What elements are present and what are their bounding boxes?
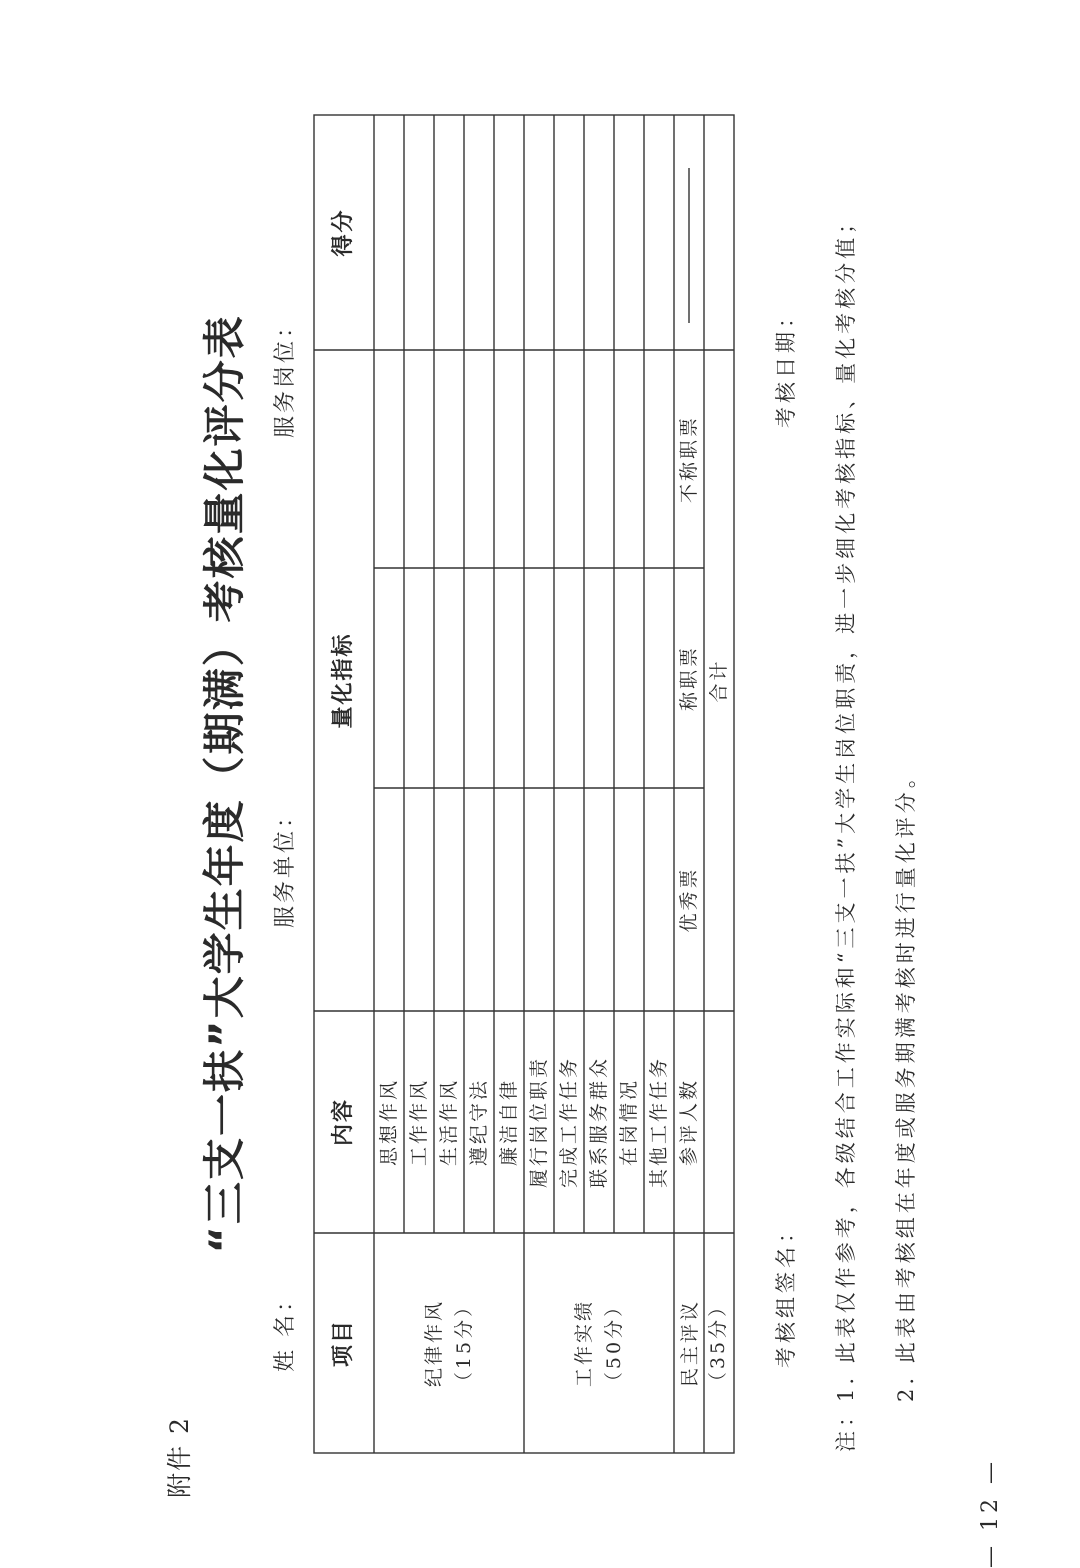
service-post-label: 服务岗位：	[273, 312, 298, 438]
header-indicator: 量化指标	[331, 632, 356, 729]
content-cell: 履行岗位职责	[528, 1056, 550, 1189]
content-cell: 遵纪守法	[468, 1078, 490, 1167]
page-title: “三支一扶”大学生年度（期满）考核量化评分表	[200, 314, 249, 1254]
content-cell: 廉洁自律	[498, 1078, 520, 1167]
content-cell: 在岗情况	[618, 1078, 640, 1167]
assessment-date-label: 考核日期：	[774, 303, 798, 428]
page-number: — 12 —	[978, 1458, 1003, 1568]
signature-label: 考核组签名：	[774, 1218, 798, 1368]
note-1: 注：1. 此表仅作参考，各级结合工作实际和“三支一扶”大学生岗位职责，进一步细化考核指标、量化考核分值；	[834, 208, 858, 1452]
attachment-label: 附件 2	[165, 1416, 194, 1498]
group-points: （15分）	[453, 1294, 475, 1392]
total-label: 合计	[708, 658, 730, 703]
vote-competent: 称职票	[678, 645, 700, 712]
content-cell: 参评人数	[678, 1078, 700, 1167]
group-label: 工作实绩	[573, 1299, 595, 1388]
group-performance	[524, 1233, 674, 1453]
group-discipline	[374, 1233, 524, 1453]
group-label: 民主评议	[679, 1299, 701, 1388]
name-label: 姓 名：	[273, 1287, 298, 1372]
content-cell: 工作作风	[408, 1078, 430, 1167]
service-unit-label: 服务单位：	[273, 802, 298, 928]
note-2: 2. 此表由考核组在年度或服务期满考核时进行量化评分。	[894, 763, 918, 1402]
vote-excellent: 优秀票	[678, 866, 700, 933]
content-cell: 生活作风	[438, 1078, 460, 1167]
header-item: 项目	[331, 1319, 356, 1368]
content-cell: 联系服务群众	[588, 1056, 610, 1189]
content-cell: 思想作风	[378, 1078, 400, 1167]
content-cell: 其他工作任务	[648, 1056, 670, 1189]
header-score: 得分	[331, 208, 356, 257]
group-points: （35分）	[707, 1294, 729, 1392]
group-evaluation	[674, 1233, 734, 1453]
group-points: （50分）	[603, 1294, 625, 1392]
content-cell: 完成工作任务	[558, 1056, 580, 1189]
group-label: 纪律作风	[423, 1299, 445, 1388]
vote-incompetent: 不称职票	[678, 415, 700, 504]
header-content: 内容	[331, 1098, 356, 1147]
